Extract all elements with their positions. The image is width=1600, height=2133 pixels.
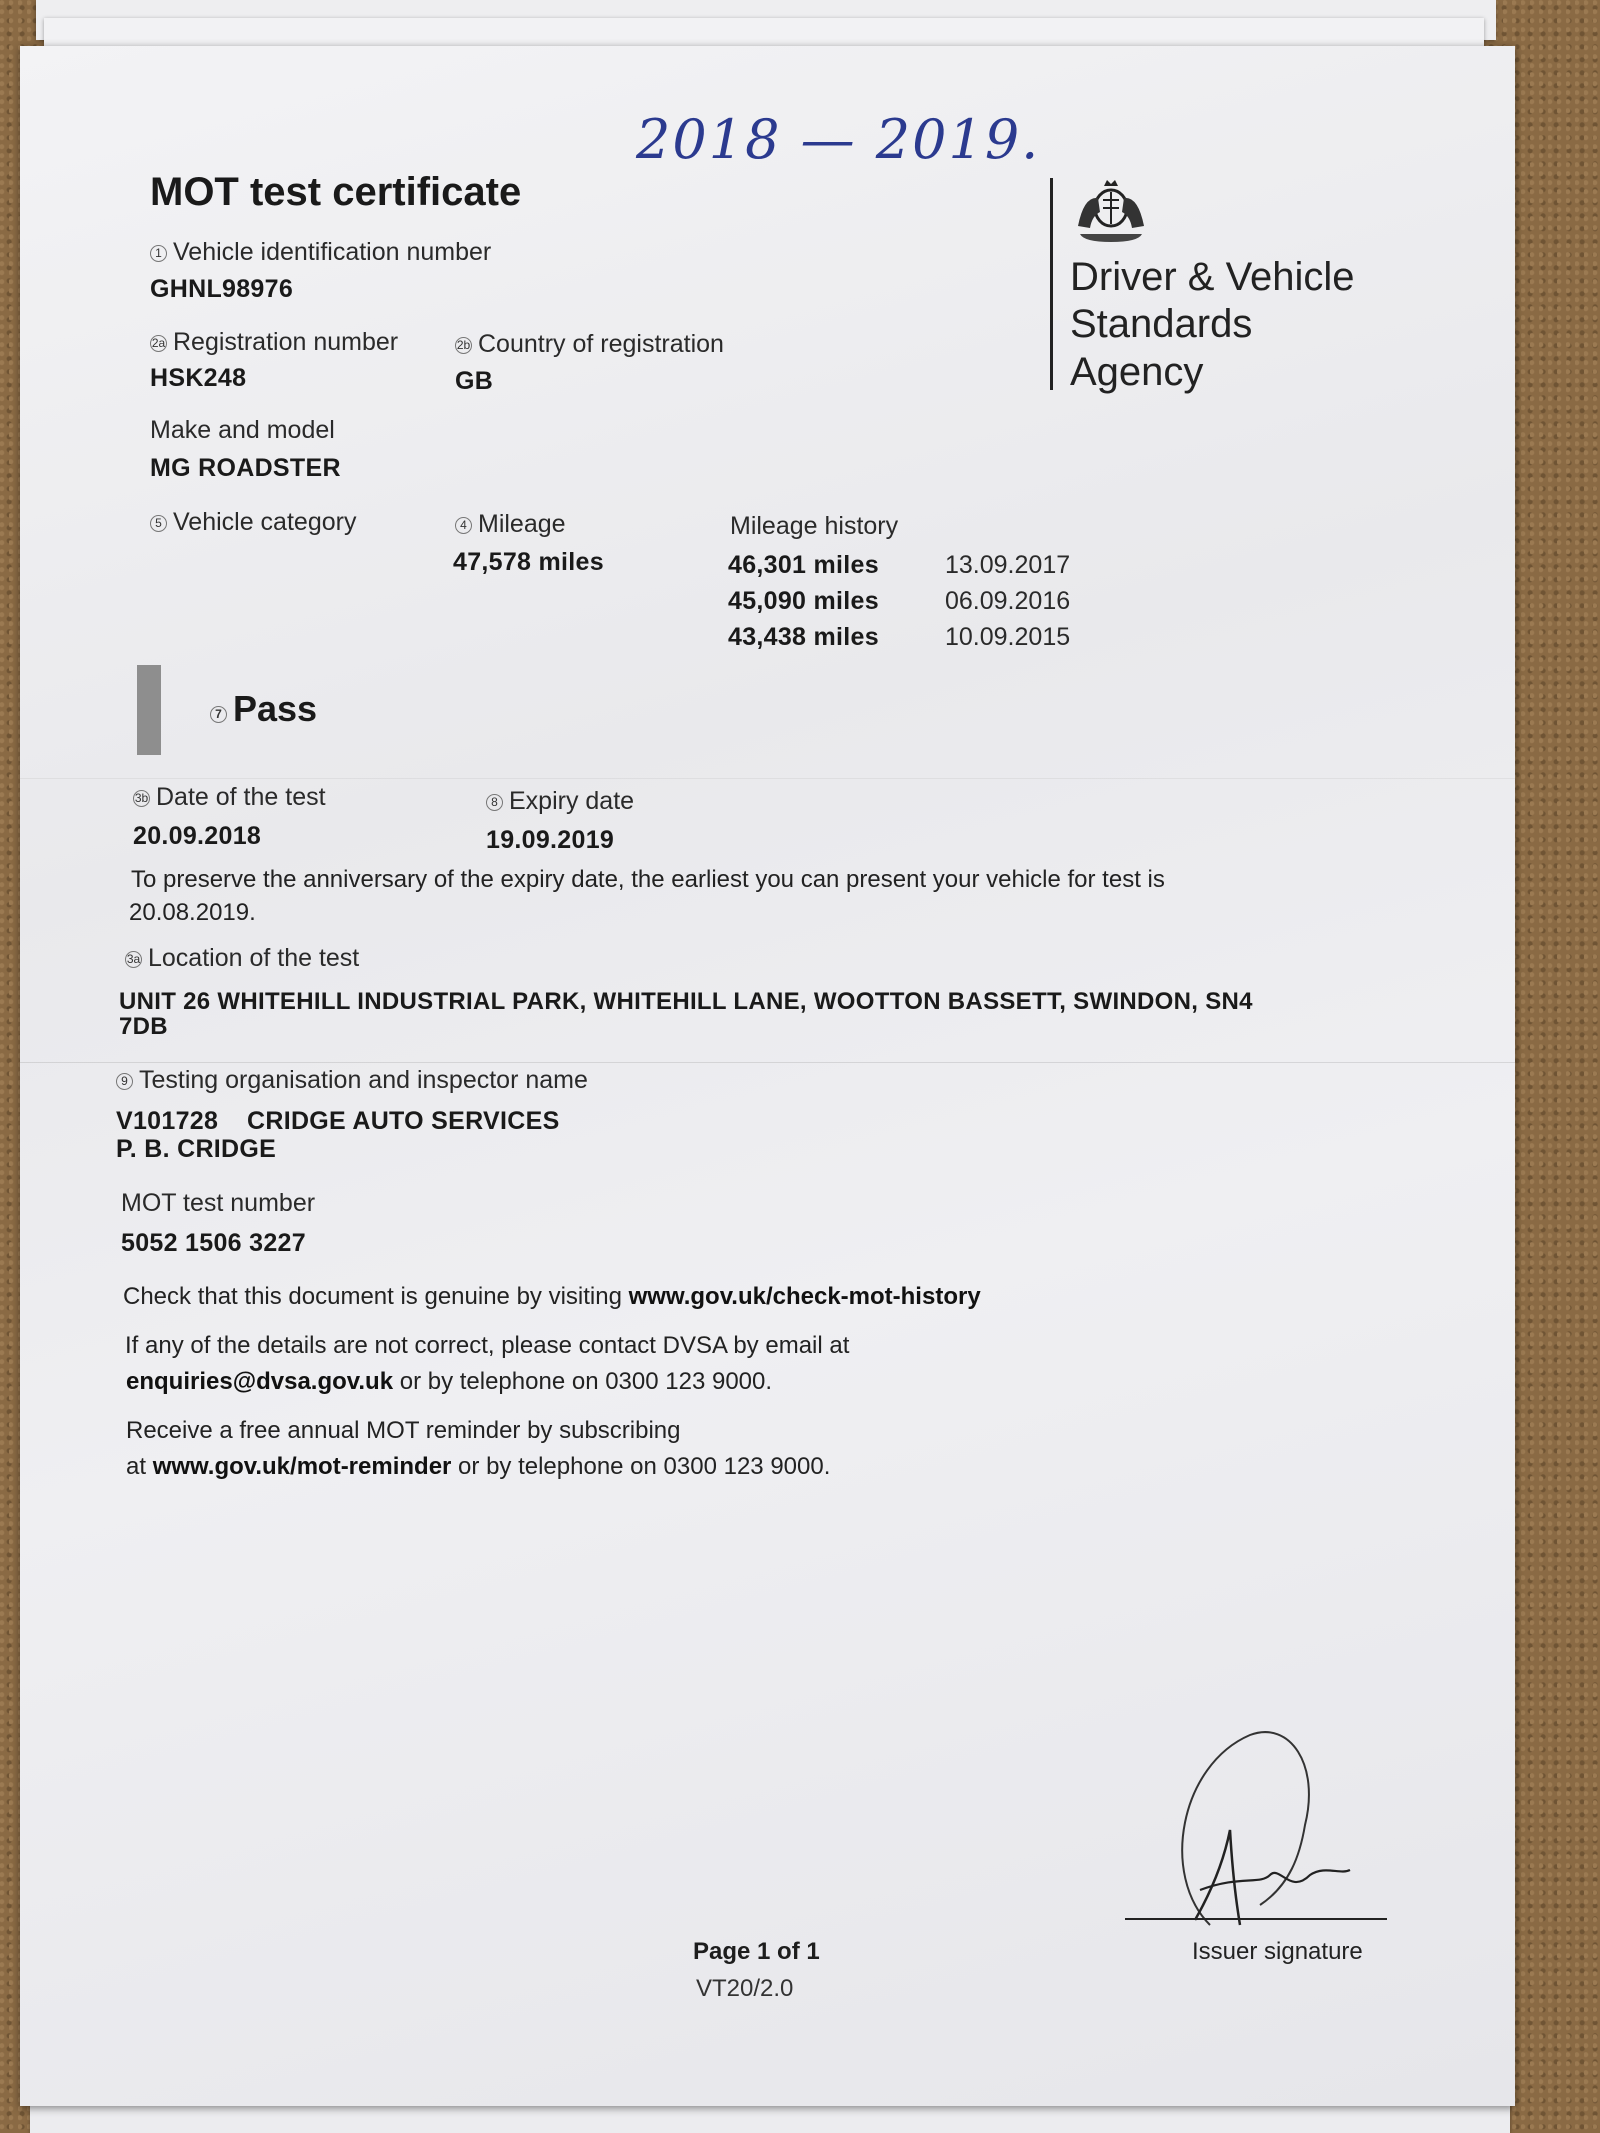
mileage-history-miles: 43,438 miles (728, 623, 879, 651)
country-label: 2b Country of registration (456, 330, 724, 358)
paper-fold-line (20, 778, 1515, 779)
mileage-label: 4 Mileage (455, 510, 566, 539)
mileage-history-label: Mileage history (730, 512, 899, 540)
field-number-badge: 9 (116, 1073, 133, 1090)
mileage-value: 47,578 miles (453, 548, 604, 576)
agency-name-line1: Driver & Vehicle (1070, 255, 1355, 299)
country-value: GB (455, 367, 494, 395)
field-number-badge: 8 (486, 794, 503, 811)
test-number-label: MOT test number (121, 1189, 316, 1217)
field-number-badge: 1 (150, 245, 167, 262)
test-date-value: 20.09.2018 (133, 822, 262, 850)
contact-line-email: enquiries@dvsa.gov.uk or by telephone on 0300 123 9000. (126, 1368, 773, 1395)
paper-fold-line (20, 1062, 1515, 1063)
test-number-value: 5052 1506 3227 (121, 1229, 306, 1257)
anniversary-note-date: 20.08.2019. (129, 899, 256, 926)
mileage-history-miles: 45,090 miles (728, 587, 879, 615)
handwritten-year-note: 2018 — 2019. (636, 108, 1041, 171)
agency-divider-rule (1050, 178, 1053, 390)
make-model-value: MG ROADSTER (150, 454, 341, 482)
issuer-signature (1140, 1725, 1380, 1945)
mileage-history-date: 13.09.2017 (945, 551, 1071, 579)
agency-name-line3: Agency (1070, 350, 1204, 394)
field-number-badge: 2b (456, 338, 471, 352)
genuine-check-line: Check that this document is genuine by visiting www.gov.uk/check-mot-history (123, 1283, 981, 1310)
vin-label: 1 Vehicle identification number (150, 238, 491, 267)
contact-line: If any of the details are not correct, please contact DVSA by email at (125, 1332, 850, 1359)
registration-value: HSK248 (150, 364, 247, 392)
royal-crest-icon (1070, 178, 1152, 246)
certificate-title: MOT test certificate (150, 170, 522, 214)
mileage-history-date: 06.09.2016 (945, 587, 1071, 615)
signature-label: Issuer signature (1192, 1938, 1363, 1965)
result-status-bar (137, 665, 161, 755)
check-mot-history-link[interactable]: www.gov.uk/check-mot-history (628, 1283, 981, 1310)
reminder-line: Receive a free annual MOT reminder by subscribing (126, 1417, 681, 1444)
page-number: Page 1 of 1 (693, 1938, 820, 1965)
mot-reminder-link[interactable]: www.gov.uk/mot-reminder (152, 1453, 452, 1480)
registration-label: 2a Registration number (151, 328, 399, 356)
location-value-line1: UNIT 26 WHITEHILL INDUSTRIAL PARK, WHITEHILL LANE, WOOTTON BASSETT, SWINDON, SN4 (119, 988, 1253, 1015)
test-date-label: 3b Date of the test (134, 783, 326, 811)
category-label: 5 Vehicle category (150, 508, 356, 537)
anniversary-note: To preserve the anniversary of the expiry date, the earliest you can present your vehicle for test is (131, 866, 1165, 893)
location-label: 3a Location of the test (126, 944, 360, 972)
field-number-badge: 2a (151, 336, 166, 350)
organisation-code: V101728 (116, 1107, 219, 1135)
form-code: VT20/2.0 (696, 1975, 794, 2002)
test-result: 7 Pass (210, 688, 317, 730)
expiry-date-value: 19.09.2019 (486, 826, 615, 854)
field-number-badge: 4 (455, 517, 472, 534)
field-number-badge: 5 (150, 515, 167, 532)
field-number-badge: 3b (134, 791, 149, 805)
field-number-badge: 7 (210, 706, 227, 723)
expiry-date-label: 8 Expiry date (486, 787, 634, 816)
organisation-label: 9 Testing organisation and inspector name (116, 1066, 588, 1095)
signature-line (1125, 1918, 1387, 1920)
make-model-label: Make and model (150, 416, 335, 444)
field-number-badge: 3a (126, 952, 141, 966)
vin-value: GHNL98976 (150, 275, 294, 303)
agency-name-line2: Standards (1070, 302, 1253, 346)
mileage-history-date: 10.09.2015 (945, 623, 1071, 651)
inspector-name: P. B. CRIDGE (116, 1135, 277, 1163)
location-value-line2: 7DB (119, 1013, 168, 1040)
dvsa-email-link[interactable]: enquiries@dvsa.gov.uk (126, 1368, 394, 1395)
organisation-name: CRIDGE AUTO SERVICES (247, 1107, 560, 1135)
mileage-history-miles: 46,301 miles (728, 551, 879, 579)
reminder-line-link: at www.gov.uk/mot-reminder or by telephone on 0300 123 9000. (126, 1453, 831, 1480)
